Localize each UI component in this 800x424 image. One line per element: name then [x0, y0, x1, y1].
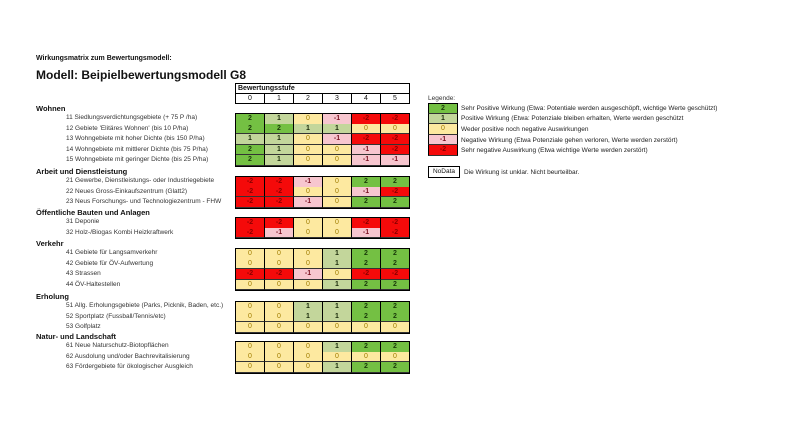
rating-cell: -2 — [380, 145, 409, 156]
matrix-row — [36, 187, 416, 198]
rating-cell: 0 — [322, 322, 351, 333]
rating-cell: 0 — [322, 145, 351, 156]
rating-cell: -1 — [264, 228, 293, 239]
matrix-row — [36, 301, 416, 312]
rating-cell: 0 — [322, 218, 351, 229]
rating-cell: 0 — [236, 362, 264, 373]
rating-cell: 0 — [236, 342, 264, 353]
rating-cell: -1 — [322, 114, 351, 125]
rating-cell: 0 — [293, 114, 322, 125]
rating-cell: -2 — [380, 218, 409, 229]
rating-cell: 0 — [293, 218, 322, 229]
legend-item — [428, 145, 717, 156]
legend-swatch: 1 — [428, 114, 458, 125]
section-heading: Arbeit und Dienstleistung — [36, 167, 128, 176]
section — [36, 332, 416, 373]
rating-cell: -2 — [351, 269, 380, 280]
matrix-row — [36, 176, 416, 187]
row-label: 14 Wohngebiete mit mittlerer Dichte (bis 75 P/ha) — [66, 145, 208, 153]
row-label: 51 Allg. Erholungsgebiete (Parks, Picknik, Baden, etc.) — [66, 302, 224, 309]
rating-cell: -2 — [236, 177, 264, 188]
rating-cell: -1 — [351, 228, 380, 239]
row-label: 21 Gewerbe, Dienstleistungs- oder Industriegebiete — [66, 177, 215, 184]
rating-cell: 0 — [293, 352, 322, 363]
matrix-row — [36, 248, 416, 259]
rating-cell: 2 — [380, 249, 409, 260]
rating-cell: 0 — [236, 259, 264, 270]
rating-cell: 0 — [293, 145, 322, 156]
matrix-row — [36, 197, 416, 208]
rating-cell: -2 — [236, 228, 264, 239]
rating-cell: 0 — [236, 249, 264, 260]
row-label: 53 Golfplatz — [66, 323, 101, 331]
rating-cell: 0 — [264, 362, 293, 373]
row-label: 63 Fördergebiete für ökologischer Ausgleich — [66, 363, 193, 371]
row-label: 42 Gebiete für ÖV-Aufwertung — [66, 259, 154, 267]
matrix-row — [36, 269, 416, 280]
rating-cell: 0 — [380, 322, 409, 333]
rating-cell: 1 — [322, 249, 351, 260]
rating-cell: 2 — [380, 312, 409, 323]
rating-cell: 1 — [322, 124, 351, 135]
rating-cell: 2 — [351, 302, 380, 313]
matrix-row — [36, 280, 416, 291]
rating-cell: 0 — [264, 342, 293, 353]
rating-cell: 2 — [380, 197, 409, 208]
row-label: 52 Sportplatz (Fussball/Tennis/etc) — [66, 312, 166, 320]
rating-cell: 2 — [351, 197, 380, 208]
row-label: 61 Neue Naturschutz-Biotopflächen — [66, 342, 169, 349]
rating-cell: 2 — [380, 280, 409, 291]
rating-cell: -2 — [236, 218, 264, 229]
rating-cell: 0 — [236, 280, 264, 291]
section — [36, 292, 416, 333]
rating-cell: -2 — [264, 187, 293, 198]
level-3: 3 — [322, 94, 351, 103]
legend-item — [428, 103, 717, 114]
rating-cell: 1 — [264, 145, 293, 156]
rating-cell: 0 — [322, 187, 351, 198]
rating-cell: 1 — [322, 302, 351, 313]
rating-cell: 1 — [322, 259, 351, 270]
sheet-title: Wirkungsmatrix zum Bewertungsmodell: — [36, 55, 172, 62]
rating-cell: -2 — [380, 187, 409, 198]
rating-cell: 1 — [322, 312, 351, 323]
rating-cell: 2 — [380, 177, 409, 188]
rating-cell: 2 — [351, 177, 380, 188]
rating-cell: 2 — [351, 342, 380, 353]
rating-cell: 2 — [236, 145, 264, 156]
matrix-row — [36, 113, 416, 124]
rating-cell: 2 — [380, 259, 409, 270]
row-label: 31 Deponie — [66, 218, 100, 225]
rating-cell: 0 — [293, 155, 322, 166]
rating-cell: 0 — [293, 322, 322, 333]
legend-text: Positive Wirkung (Etwa: Potenziale bleiben erhalten, Werte werden geschützt — [461, 115, 684, 123]
rating-cell: 1 — [293, 312, 322, 323]
rating-level-header — [235, 83, 410, 104]
rating-cell: 1 — [293, 302, 322, 313]
level-2: 2 — [293, 94, 322, 103]
rating-cell: -2 — [351, 218, 380, 229]
matrix-row — [36, 124, 416, 135]
rating-cell: 1 — [236, 134, 264, 145]
level-4: 4 — [351, 94, 380, 103]
row-label: 11 Siedlungsverdichtungsgebiete (+ 75 P /ha) — [66, 114, 198, 121]
rating-cell: 0 — [293, 249, 322, 260]
rating-cell: 0 — [264, 352, 293, 363]
rating-cell: 2 — [236, 114, 264, 125]
rating-cell: -2 — [236, 187, 264, 198]
rating-cell: 0 — [380, 352, 409, 363]
rating-cell: 2 — [351, 280, 380, 291]
matrix-row — [36, 155, 416, 166]
row-label: 44 ÖV-Haltestellen — [66, 280, 121, 288]
nodata-legend — [428, 166, 579, 178]
level-5: 5 — [380, 94, 409, 103]
rating-cell: -2 — [236, 197, 264, 208]
rating-cell: -1 — [293, 177, 322, 188]
rating-cell: -2 — [236, 269, 264, 280]
row-label: 32 Holz-/Biogas Kombi Heizkraftwerk — [66, 228, 174, 236]
level-0: 0 — [248, 95, 252, 102]
rating-cell: -2 — [380, 114, 409, 125]
section-heading: Verkehr — [36, 239, 64, 248]
legend-text: Sehr negative Auswirkung (Etwa wichtige Werte werden zerstört) — [461, 147, 648, 155]
section — [36, 208, 416, 238]
rating-cell: -2 — [264, 218, 293, 229]
rating-cell: 2 — [236, 155, 264, 166]
section — [36, 239, 416, 290]
rating-cell: 0 — [351, 352, 380, 363]
rating-cell: 1 — [293, 124, 322, 135]
rating-cell: 2 — [380, 362, 409, 373]
rating-cell: 0 — [236, 302, 264, 313]
rating-cell: -1 — [293, 269, 322, 280]
rating-cell: 1 — [322, 342, 351, 353]
rating-cell: 0 — [293, 134, 322, 145]
rating-cell: 0 — [322, 177, 351, 188]
row-label: 12 Gebiete 'Elitäres Wohnen' (bis 10 P/ha) — [66, 124, 189, 132]
rating-cell: 0 — [322, 269, 351, 280]
rating-cell: -1 — [293, 197, 322, 208]
rating-cell: 2 — [380, 302, 409, 313]
matrix-row — [36, 134, 416, 145]
rating-cell: 0 — [351, 124, 380, 135]
nodata-text: Die Wirkung ist unklar. Nicht beurteilbar. — [464, 168, 580, 176]
section-heading: Natur- und Landschaft — [36, 332, 116, 341]
legend-item — [428, 124, 717, 135]
rating-cell: 2 — [351, 312, 380, 323]
rating-cell: 1 — [264, 155, 293, 166]
legend-item — [428, 114, 717, 125]
rating-cell: 0 — [264, 249, 293, 260]
legend-text: Sehr Positive Wirkung (Etwa: Potentiale werden ausgeschöpft, wichtige Werte geschützt) — [461, 104, 718, 112]
rating-cell: 0 — [351, 322, 380, 333]
rating-cell: 2 — [236, 124, 264, 135]
matrix-row — [36, 259, 416, 270]
rating-cell: 0 — [264, 302, 293, 313]
section-heading: Wohnen — [36, 104, 66, 113]
rating-cell: -2 — [380, 228, 409, 239]
rating-cell: 1 — [322, 362, 351, 373]
row-label: 22 Neues Gross-Einkaufszentrum (Glatt2) — [66, 187, 188, 195]
rating-cell: -2 — [351, 134, 380, 145]
rating-cell: -1 — [351, 187, 380, 198]
matrix-row — [36, 312, 416, 323]
rating-cell: 2 — [351, 259, 380, 270]
row-label: 43 Strassen — [66, 270, 101, 278]
section — [36, 167, 416, 208]
rating-cell: 0 — [293, 187, 322, 198]
rating-cell: 2 — [351, 249, 380, 260]
row-label: 41 Gebiete für Langsamverkehr — [66, 249, 158, 256]
rating-cell: 0 — [380, 124, 409, 135]
rating-cell: -1 — [351, 145, 380, 156]
legend-swatch: -2 — [428, 145, 458, 156]
rating-cell: 0 — [322, 352, 351, 363]
rating-cell: 0 — [264, 312, 293, 323]
matrix-row — [36, 217, 416, 228]
nodata-box: NoData — [428, 166, 460, 178]
rating-cell: -2 — [264, 269, 293, 280]
rating-cell: -1 — [322, 134, 351, 145]
rating-cell: 1 — [322, 280, 351, 291]
matrix-row — [36, 145, 416, 156]
row-label: 13 Wohngebiete mit hoher Dichte (bis 150 P/ha) — [66, 135, 205, 143]
rating-cell: 0 — [236, 322, 264, 333]
rating-cell: -2 — [380, 134, 409, 145]
rating-level-caption: Bewertungsstufe — [236, 84, 409, 94]
legend — [428, 95, 717, 156]
rating-cell: 0 — [322, 228, 351, 239]
rating-cell: 2 — [264, 124, 293, 135]
row-label: 62 Ausdolung und/oder Bachrevitalisierung — [66, 352, 190, 360]
row-label: 15 Wohngebiete mit geringer Dichte (bis 25 P/ha) — [66, 156, 209, 164]
rating-cell: 1 — [264, 134, 293, 145]
legend-swatch: -1 — [428, 135, 458, 146]
section-heading: Öffentliche Bauten und Anlagen — [36, 208, 150, 217]
rating-cell: -2 — [264, 177, 293, 188]
rating-cell: 0 — [322, 155, 351, 166]
matrix-row — [36, 362, 416, 373]
section — [36, 104, 416, 166]
rating-cell: 0 — [293, 228, 322, 239]
legend-swatch: 0 — [428, 124, 458, 135]
legend-item — [428, 135, 717, 146]
rating-cell: 0 — [236, 352, 264, 363]
rating-cell: 2 — [380, 342, 409, 353]
rating-cell: -2 — [351, 114, 380, 125]
rating-cell: -2 — [380, 269, 409, 280]
rating-cell: 0 — [293, 342, 322, 353]
rating-cell: 2 — [351, 362, 380, 373]
row-label: 23 Neus Forschungs- und Technologiezentrum - FHW — [66, 198, 222, 206]
legend-swatch: 2 — [428, 103, 458, 114]
rating-cell: 0 — [264, 280, 293, 291]
matrix-row — [36, 341, 416, 352]
rating-cell: 0 — [293, 280, 322, 291]
rating-cell: 0 — [264, 322, 293, 333]
legend-text: Negative Wirkung (Etwa Potenziale gehen verloren, Werte werden zerstört) — [461, 136, 678, 144]
rating-cell: 0 — [264, 259, 293, 270]
legend-title: Legende: — [428, 95, 456, 102]
rating-cell: -1 — [351, 155, 380, 166]
section-heading: Erholung — [36, 292, 69, 301]
level-1: 1 — [264, 94, 293, 103]
rating-cell: 0 — [293, 259, 322, 270]
rating-cell: 1 — [264, 114, 293, 125]
legend-text: Weder positive noch negative Auswirkungen — [461, 125, 589, 133]
rating-cell: -1 — [380, 155, 409, 166]
matrix-row — [36, 352, 416, 363]
rating-cell: 0 — [322, 197, 351, 208]
rating-cell: 0 — [236, 312, 264, 323]
rating-cell: 0 — [293, 362, 322, 373]
matrix-row — [36, 228, 416, 239]
rating-cell: -2 — [264, 197, 293, 208]
model-title: Modell: Beipielbewertungsmodell G8 — [36, 68, 247, 82]
